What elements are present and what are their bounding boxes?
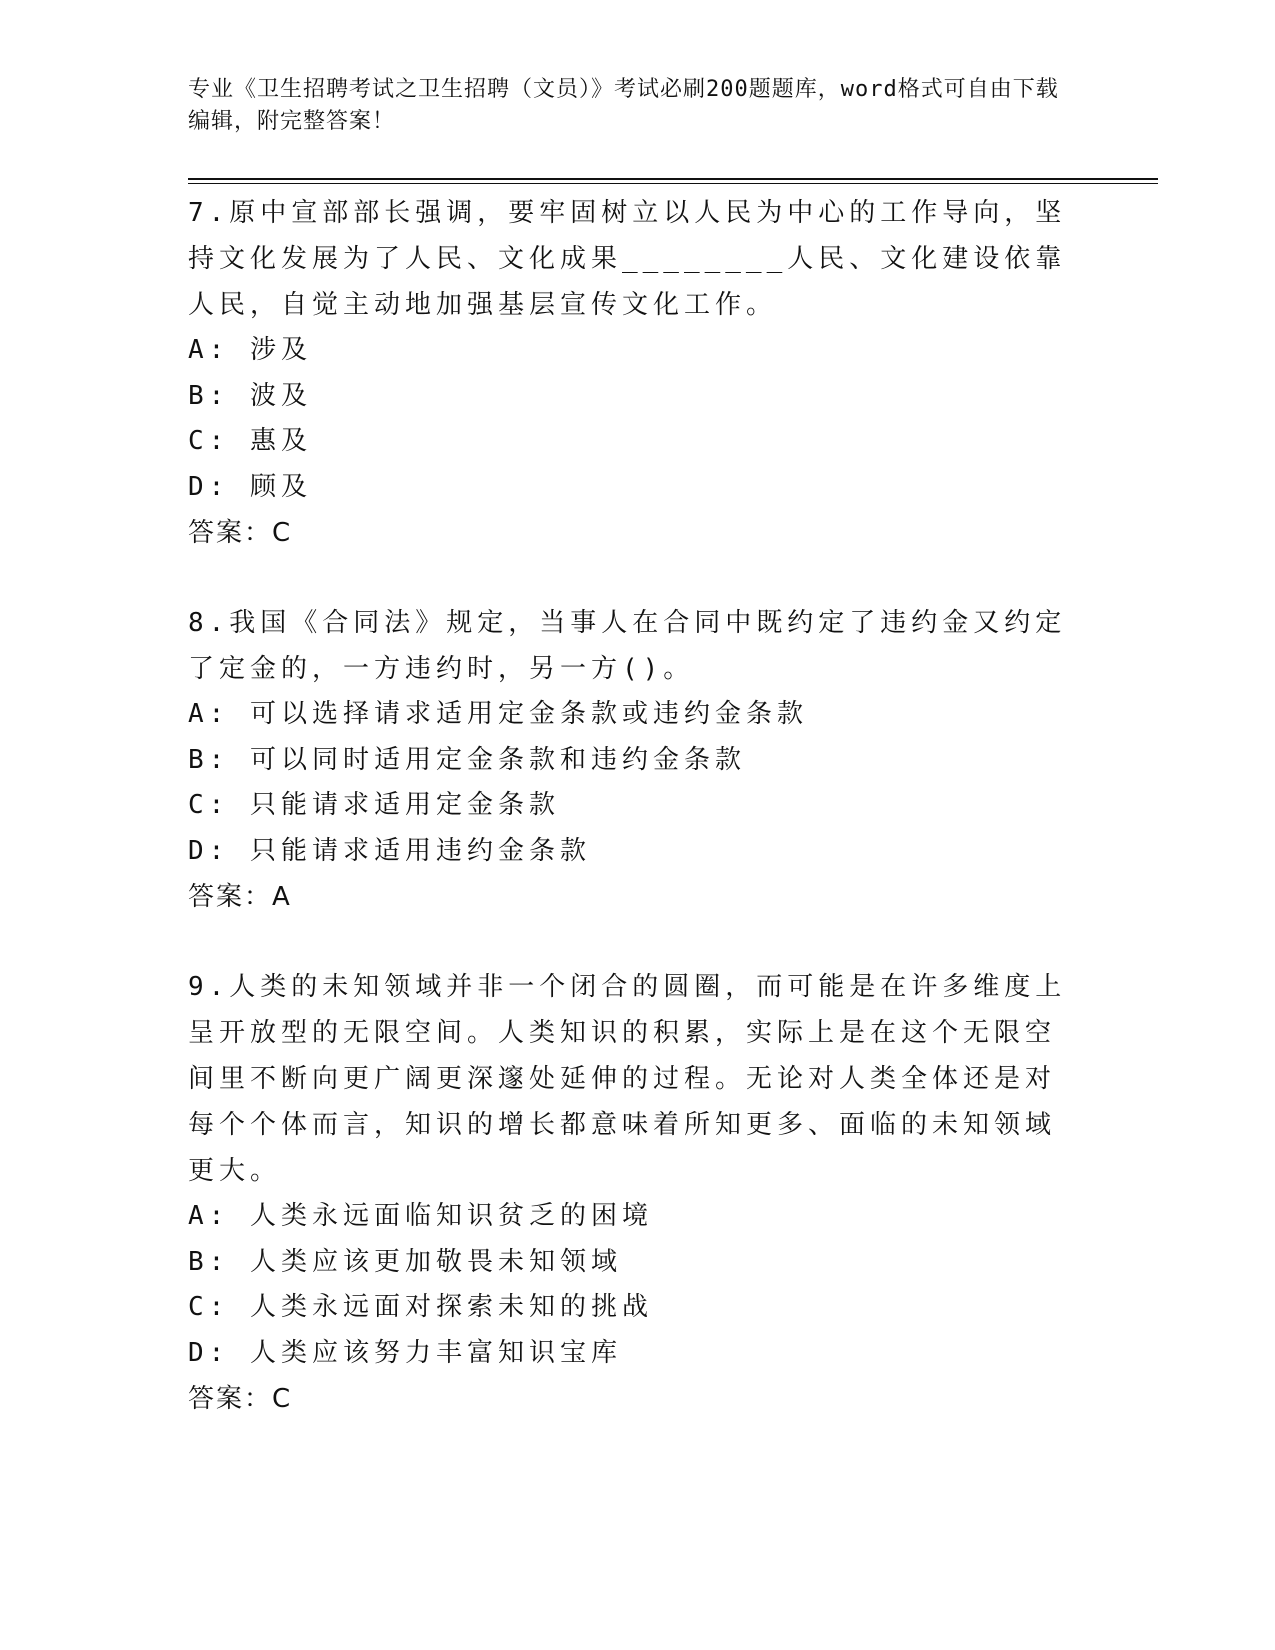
option-a: A: 人类永远面临知识贫乏的困境 [188,1201,653,1231]
option-b: B: 人类应该更加敬畏未知领域 [188,1246,622,1277]
question-8 [188,600,1068,920]
option-d: D: 人类应该努力丰富知识宝库 [188,1337,622,1368]
answer-line: 答案：A [188,882,292,912]
option-b: B: 波及 [188,380,312,411]
question-7 [188,190,1068,556]
question-list [188,190,1068,1466]
question-stem: 9.人类的未知领域并非一个闭合的圆圈，而可能是在许多维度上呈开放型的无限空间。人类知识的积累，实际上是在这个无限空间里不断向更广阔更深邃处延伸的过程。无论对人类全体还是对每个个体而言，知识的增长都意味着所知更多、面临的未知领域更大。 [188,972,1067,1186]
option-b: B: 可以同时适用定金条款和违约金条款 [188,744,746,775]
option-c: C: 人类永远面对探索未知的挑战 [188,1292,653,1322]
answer-line: 答案：C [188,1384,293,1414]
option-a: A: 可以选择请求适用定金条款或违约金条款 [188,699,808,729]
answer-line: 答案：C [188,518,293,548]
option-c: C: 只能请求适用定金条款 [188,790,560,820]
header-rule-thin [188,183,1158,184]
document-header: 专业《卫生招聘考试之卫生招聘（文员）》考试必刷200题题库，word格式可自由下载编辑，附完整答案！ [188,77,1059,134]
option-d: D: 顾及 [188,471,312,502]
question-9 [188,964,1068,1422]
option-a: A: 涉及 [188,335,312,365]
option-d: D: 只能请求适用违约金条款 [188,835,591,866]
question-stem: 7.原中宣部部长强调，要牢固树立以人民为中心的工作导向，坚持文化发展为了人民、文化成果________人民、文化建设依靠人民，自觉主动地加强基层宣传文化工作。 [188,198,1067,320]
question-stem: 8.我国《合同法》规定，当事人在合同中既约定了违约金又约定了定金的，一方违约时，另一方()。 [188,608,1067,684]
option-c: C: 惠及 [188,426,312,456]
header-rule-thick [188,178,1158,180]
